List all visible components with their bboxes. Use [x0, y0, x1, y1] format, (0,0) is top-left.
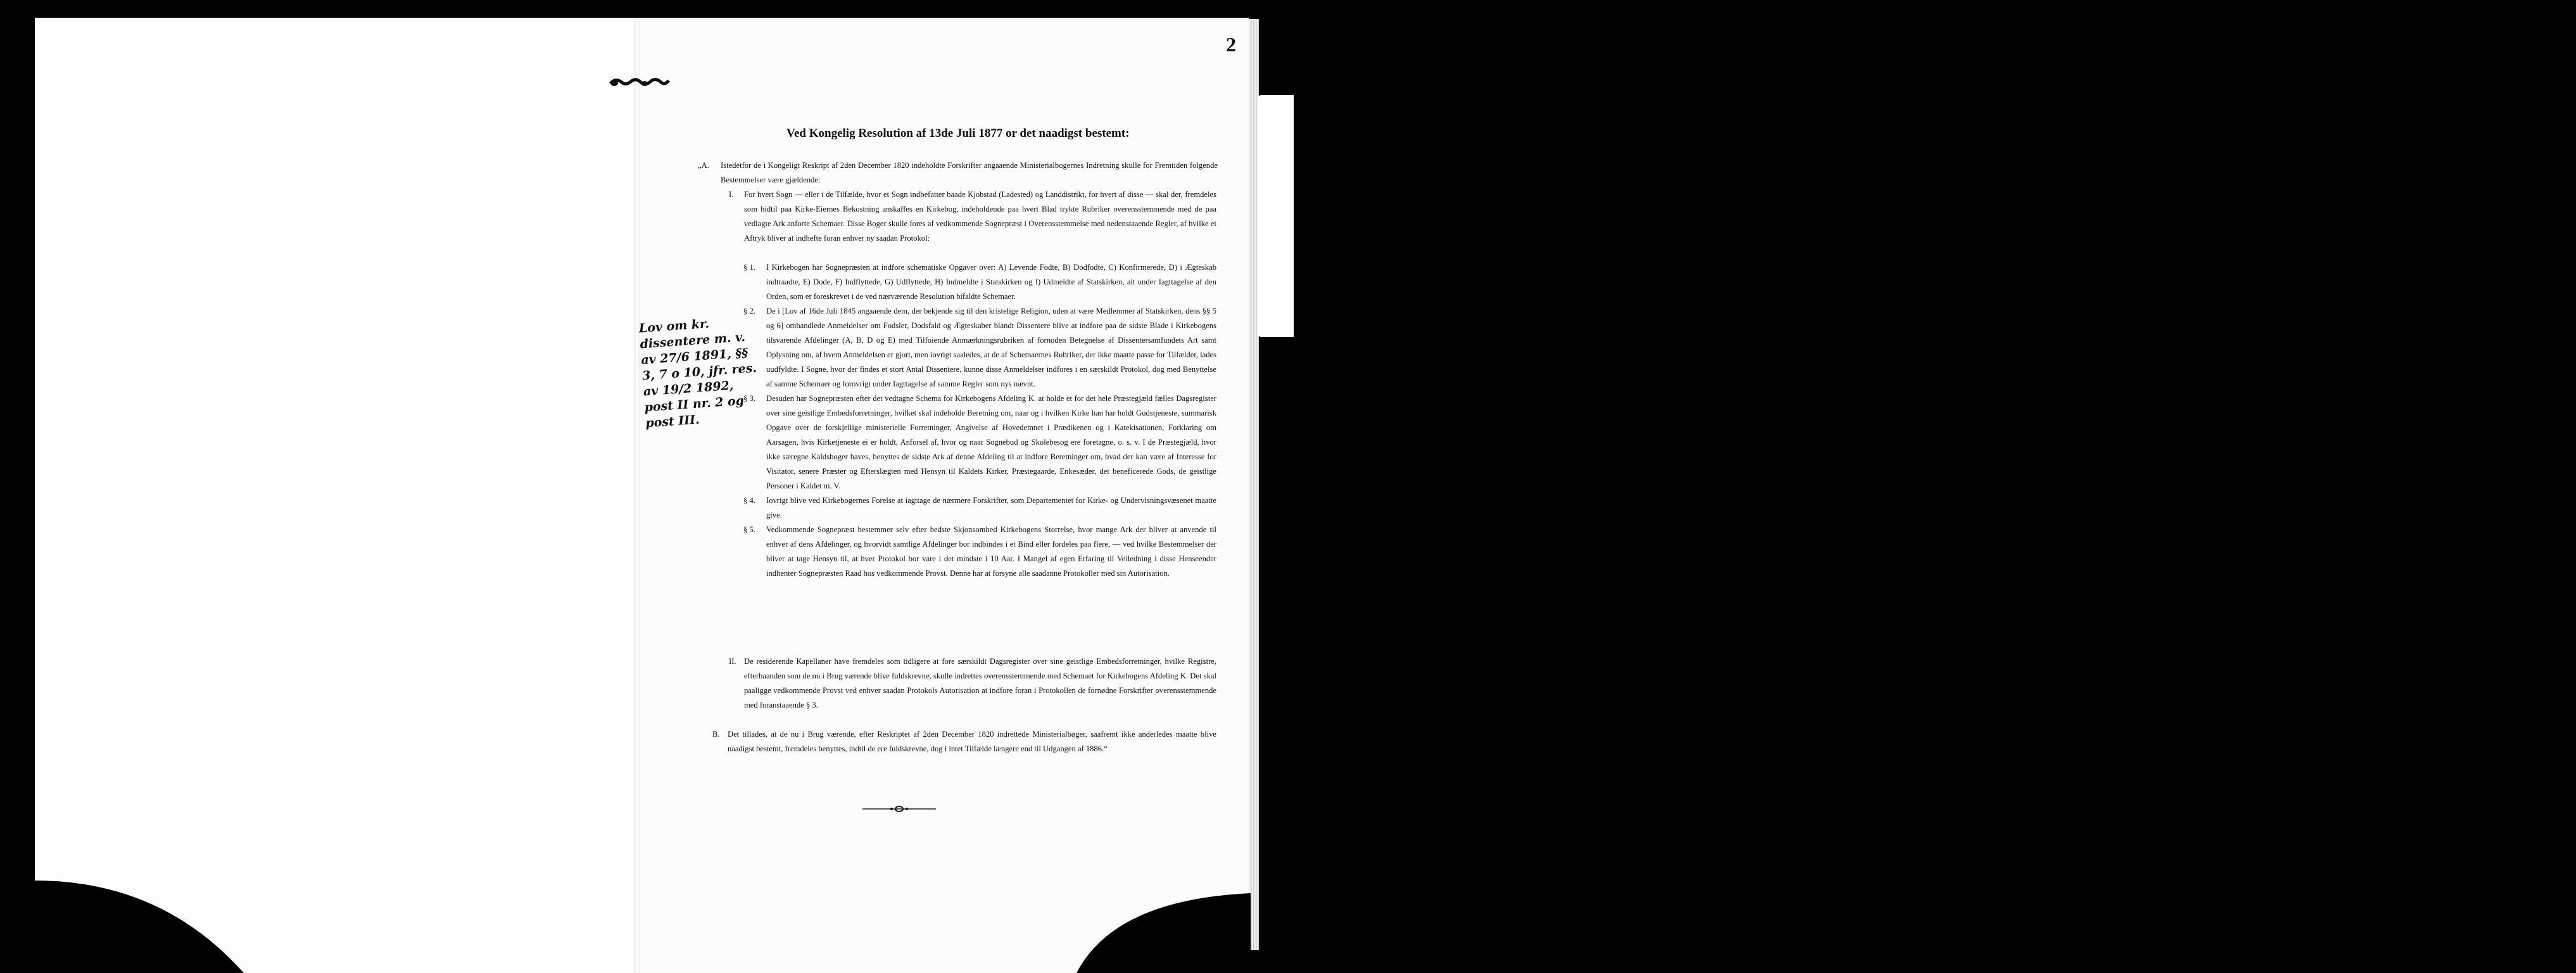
page-number: 2: [1226, 33, 1236, 56]
book-gutter: [635, 18, 640, 973]
section-5: [743, 523, 1216, 581]
paragraph-a: [698, 158, 1218, 188]
paragraph-label: I.: [729, 190, 734, 199]
paragraph-label: § 1.: [743, 263, 755, 272]
paragraph-text: Iovrigt blive ved Kirkebogernes Forelse at iagttage de nærmere Forskrifter, som Departementet for Kirke- og Undervisningsvæsenet maatte give.: [766, 496, 1216, 519]
section-ii: [729, 654, 1216, 713]
section-1: [743, 260, 1216, 304]
paragraph-text: Desuden har Sognepræsten efter det vedtagne Schema for Kirkebogens Afdeling K. at holde et for det hele Præstegjæld fælles Dagsregister over sine geistlige Embedsforretninger, hvilket skal indeholde Beretning om, naar og i hvilken Kirke han har holdt Gudstjeneste, summarisk Opgave over de forskjellige ministerielle Forretninger, Angivelse af Hovedemnet i Prædikenen og i Katekisationen, Forklaring om Aarsagen, hvis Kirketjeneste ei er holdt, Anforsel af, hvor og naar Sognebud og Skolebesog ere foretagne, o. s. v. I de Præstegjæld, hvor ikke særegne Kaldsboger haves, benyttes de sidste Ark af denne Afdeling til at indfore Beretninger om, hvad der kan være af Interesse for Visitator, senere Præster og Efterslægten med Hensyn til Kaldets Kirker, Præstegaarde, Enkesæder, det beneficerede Gods, de geistlige Personer i Kaldet m. V.: [766, 394, 1216, 490]
paragraph-text: De residerende Kapellaner have fremdeles som tidligere at fore særskildt Dagsregister over sine geistlige Embedsforretninger, hvilke Registre, efterhaanden som de nu i Brug værende blive fuldskrevne, skulle indrettes overensstemmende med Schemaet for Kirkebogens Afdeling K. Det skal paaligge vedkommende Provst ved enhver saadan Protokols Autorisation at indfore foran i Protokollen de fornødne Forskrifter overensstemmende med foranstaaende § 3.: [744, 657, 1216, 709]
resolution-heading: Ved Kongelig Resolution af 13de Juli 1877 or det naadigst bestemt:: [786, 127, 1130, 140]
end-ornament-icon: [861, 804, 937, 813]
paragraph-text: Det tillades, at de nu i Brug værende, efter Reskriptet af 2den December 1820 indrettede Ministerialbøger, saafremt ikke anderledes maatte blive naadigst bestemt, fremdeles benyttes, indtil de ere fuldskrevne, dog i intet Tilfælde længere end til Udgangen af 1886.“: [728, 730, 1216, 753]
paragraph-text: For hvert Sogn — eller i de Tilfælde, hvor et Sogn indbefatter baade Kjobstad (Ladested) og Landdistrikt, for hvert af disse — skal der, fremdeles som hidtil paa Kirke-Eiernes Bekostning anskaffes en Kirkebog, indeholdende paa hvert Blad trykte Rubriker overensstemmende med de paa vedlagte Ark anforte Schemaer. Disse Boger skulle fores af vedkommende Sognepræst i Overensstemmelse med nedenstaaende Regler, af hvilke et Aftryk bliver at indhefte foran enhver ny saadan Protokol:: [744, 190, 1216, 243]
faded-document-tab: [1258, 95, 2576, 337]
section-3: [743, 391, 1216, 493]
paragraph-text: Vedkommende Sognepræst bestemmer selv efter bedste Skjonsomhed Kirkebogens Storrelse, hvor mange Ark der bliver at anvende til enhver af dens Afdelinger, og hvorvidt samtlige Afdelinger bor indbindes i et Bind eller fordeles paa flere, — ved hvilke Bestemmelser der bliver at tage Hensyn til, at hver Protokol bor vare i det mindste i 10 Aar. I Mangel af egen Erfaring til Veiledning i disse Henseender indhenter Sognepræsten Raad hos vedkommende Provst. Denne har at forsyne alle saadanne Protokoller med sin Autorisation.: [766, 525, 1216, 578]
paragraph-b: [712, 727, 1216, 756]
paragraph-i: [729, 188, 1216, 246]
resolution-text: [698, 158, 1218, 188]
paragraph-label: § 4.: [743, 496, 755, 505]
paragraph-text: Istedetfor de i Kongeligt Reskript af 2den December 1820 indeholdte Forskrifter angaaende Ministerialbogernes Indretning skulle for Fremtiden folgende Bestemmelser være gjældende:: [721, 161, 1218, 184]
paragraph-label: § 5.: [743, 525, 755, 534]
section-i: [729, 188, 1216, 246]
page-curl-shadow-left: [35, 881, 244, 973]
page-curl-shadow-right: [1076, 893, 1251, 973]
paragraph-text: I Kirkebogen har Sognepræsten at indfore schematiske Opgaver over: A) Levende Fodte, B) Dodfodte, C) Konfirmerede, D) i Ægteskab indtraadte, E) Dode, F) Indflyttede, G) Udflyttede, H) Indmeldte i Statskirken og I) Udmeldte af Statskirken, alt under Iagttagelse af den Orden, som er foreskrevet i de ved nærværende Resolution bifaldte Schemaer.: [766, 263, 1216, 301]
paragraph-label: II.: [729, 657, 736, 666]
paragraph-text: De i [Lov af 16de Juli 1845 angaaende dem, der bekjende sig til den kristelige Religion, uden at være Medlemmer af Statskirken, dens §§ 5 og 6] omhandlede Anmeldelser om Fodsler, Dodsfald og Ægteskaber blandt Dissentere blive at indfore paa de sidste Blade i Kirkebogens tilsvarende Afdelinger (A, B, D og E) med Tilfoiende Anmærkningsrubriken af fornoden Betegnelse af Dissentersamfundets Art samt Oplysning om, af hvem Anmeldelsen er gjort, men iovrigt saaledes, at de af Schemaernes Rubriker, der ikke maatte passe for Tilfældet, lades uudfyldte. I Sogne, hvor der findes et stort Antal Dissentere, kunne disse Anmeldelser indfores i en særskildt Protokol, dog med Benyttelse af samme Schemaer og forovrigt under Iagttagelse af samme Regler som nys nævnt.: [766, 307, 1216, 388]
section-2: [743, 304, 1216, 391]
section-b: [712, 727, 1216, 756]
paragraph-label: § 3.: [743, 394, 755, 403]
paragraph-label: „A.: [698, 161, 709, 170]
handwritten-margin-note: Lov om kr. dissentere m. v. av 27/6 1891, §§ 3, 7 o 10, jfr. res. av 19/2 1892, post II nr. 2 og post III.: [638, 317, 757, 431]
section-4: [743, 493, 1216, 523]
paragraph-ii: [729, 654, 1216, 713]
faded-document-label: Faded Document: [2525, 206, 2576, 334]
subsections-i: [743, 260, 1216, 581]
ornament-flourish-icon: [608, 75, 671, 94]
left-page-blank: [35, 18, 636, 973]
paragraph-label: B.: [712, 730, 720, 739]
paragraph-label: § 2.: [743, 307, 755, 315]
